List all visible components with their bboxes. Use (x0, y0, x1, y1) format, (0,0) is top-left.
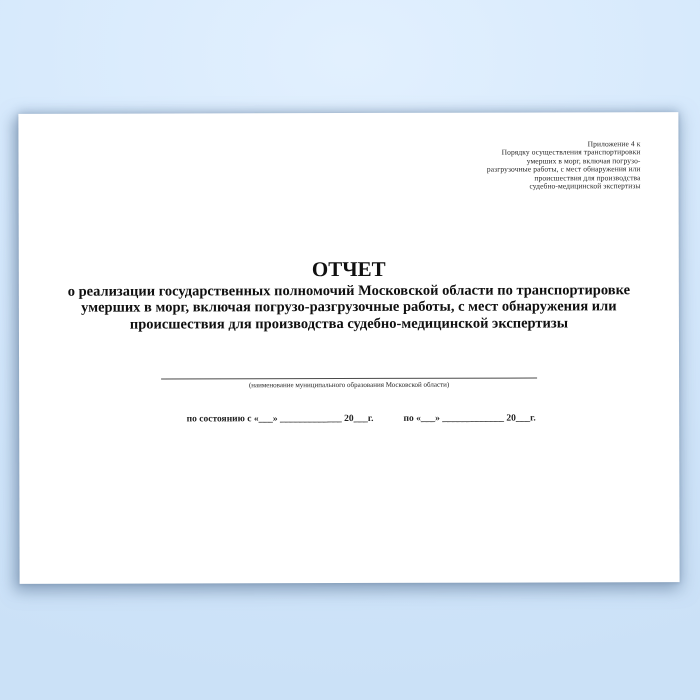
appendix-line: разгрузочные работы, с мест обнаружения или (486, 164, 641, 174)
subtitle-line: о реализации государственных полномочий Московской области по транспортировке (67, 282, 631, 300)
fill-in-caption: (наименование муниципального образования Московской области) (248, 380, 450, 390)
subtitle-line: происшествия для производства судебно-медицинской экспертизы (129, 315, 569, 333)
reporting-period-row (31, 413, 691, 425)
report-subtitle (31, 282, 667, 333)
subtitle-line: умерших в морг, включая погрузо-разгрузочные работы, с мест обнаружения или (81, 298, 617, 316)
report-title: ОТЧЕТ (311, 256, 386, 282)
appendix-reference (380, 140, 640, 191)
appendix-line: судебно-медицинской экспертизы (529, 181, 641, 191)
period-to: по «___» _____________ 20___г. (403, 413, 536, 424)
appendix-line: Порядку осуществления транспортировки (501, 147, 641, 158)
document-page (18, 112, 679, 584)
period-from: по состоянию с «___» _____________ 20___г. (186, 413, 374, 425)
appendix-line: умерших в морг, включая погрузо- (526, 156, 641, 166)
municipality-name-block (161, 365, 537, 390)
appendix-line: происшествия для производства (534, 172, 641, 183)
fill-in-line (161, 365, 537, 380)
appendix-line: Приложение 4 к (587, 139, 641, 149)
